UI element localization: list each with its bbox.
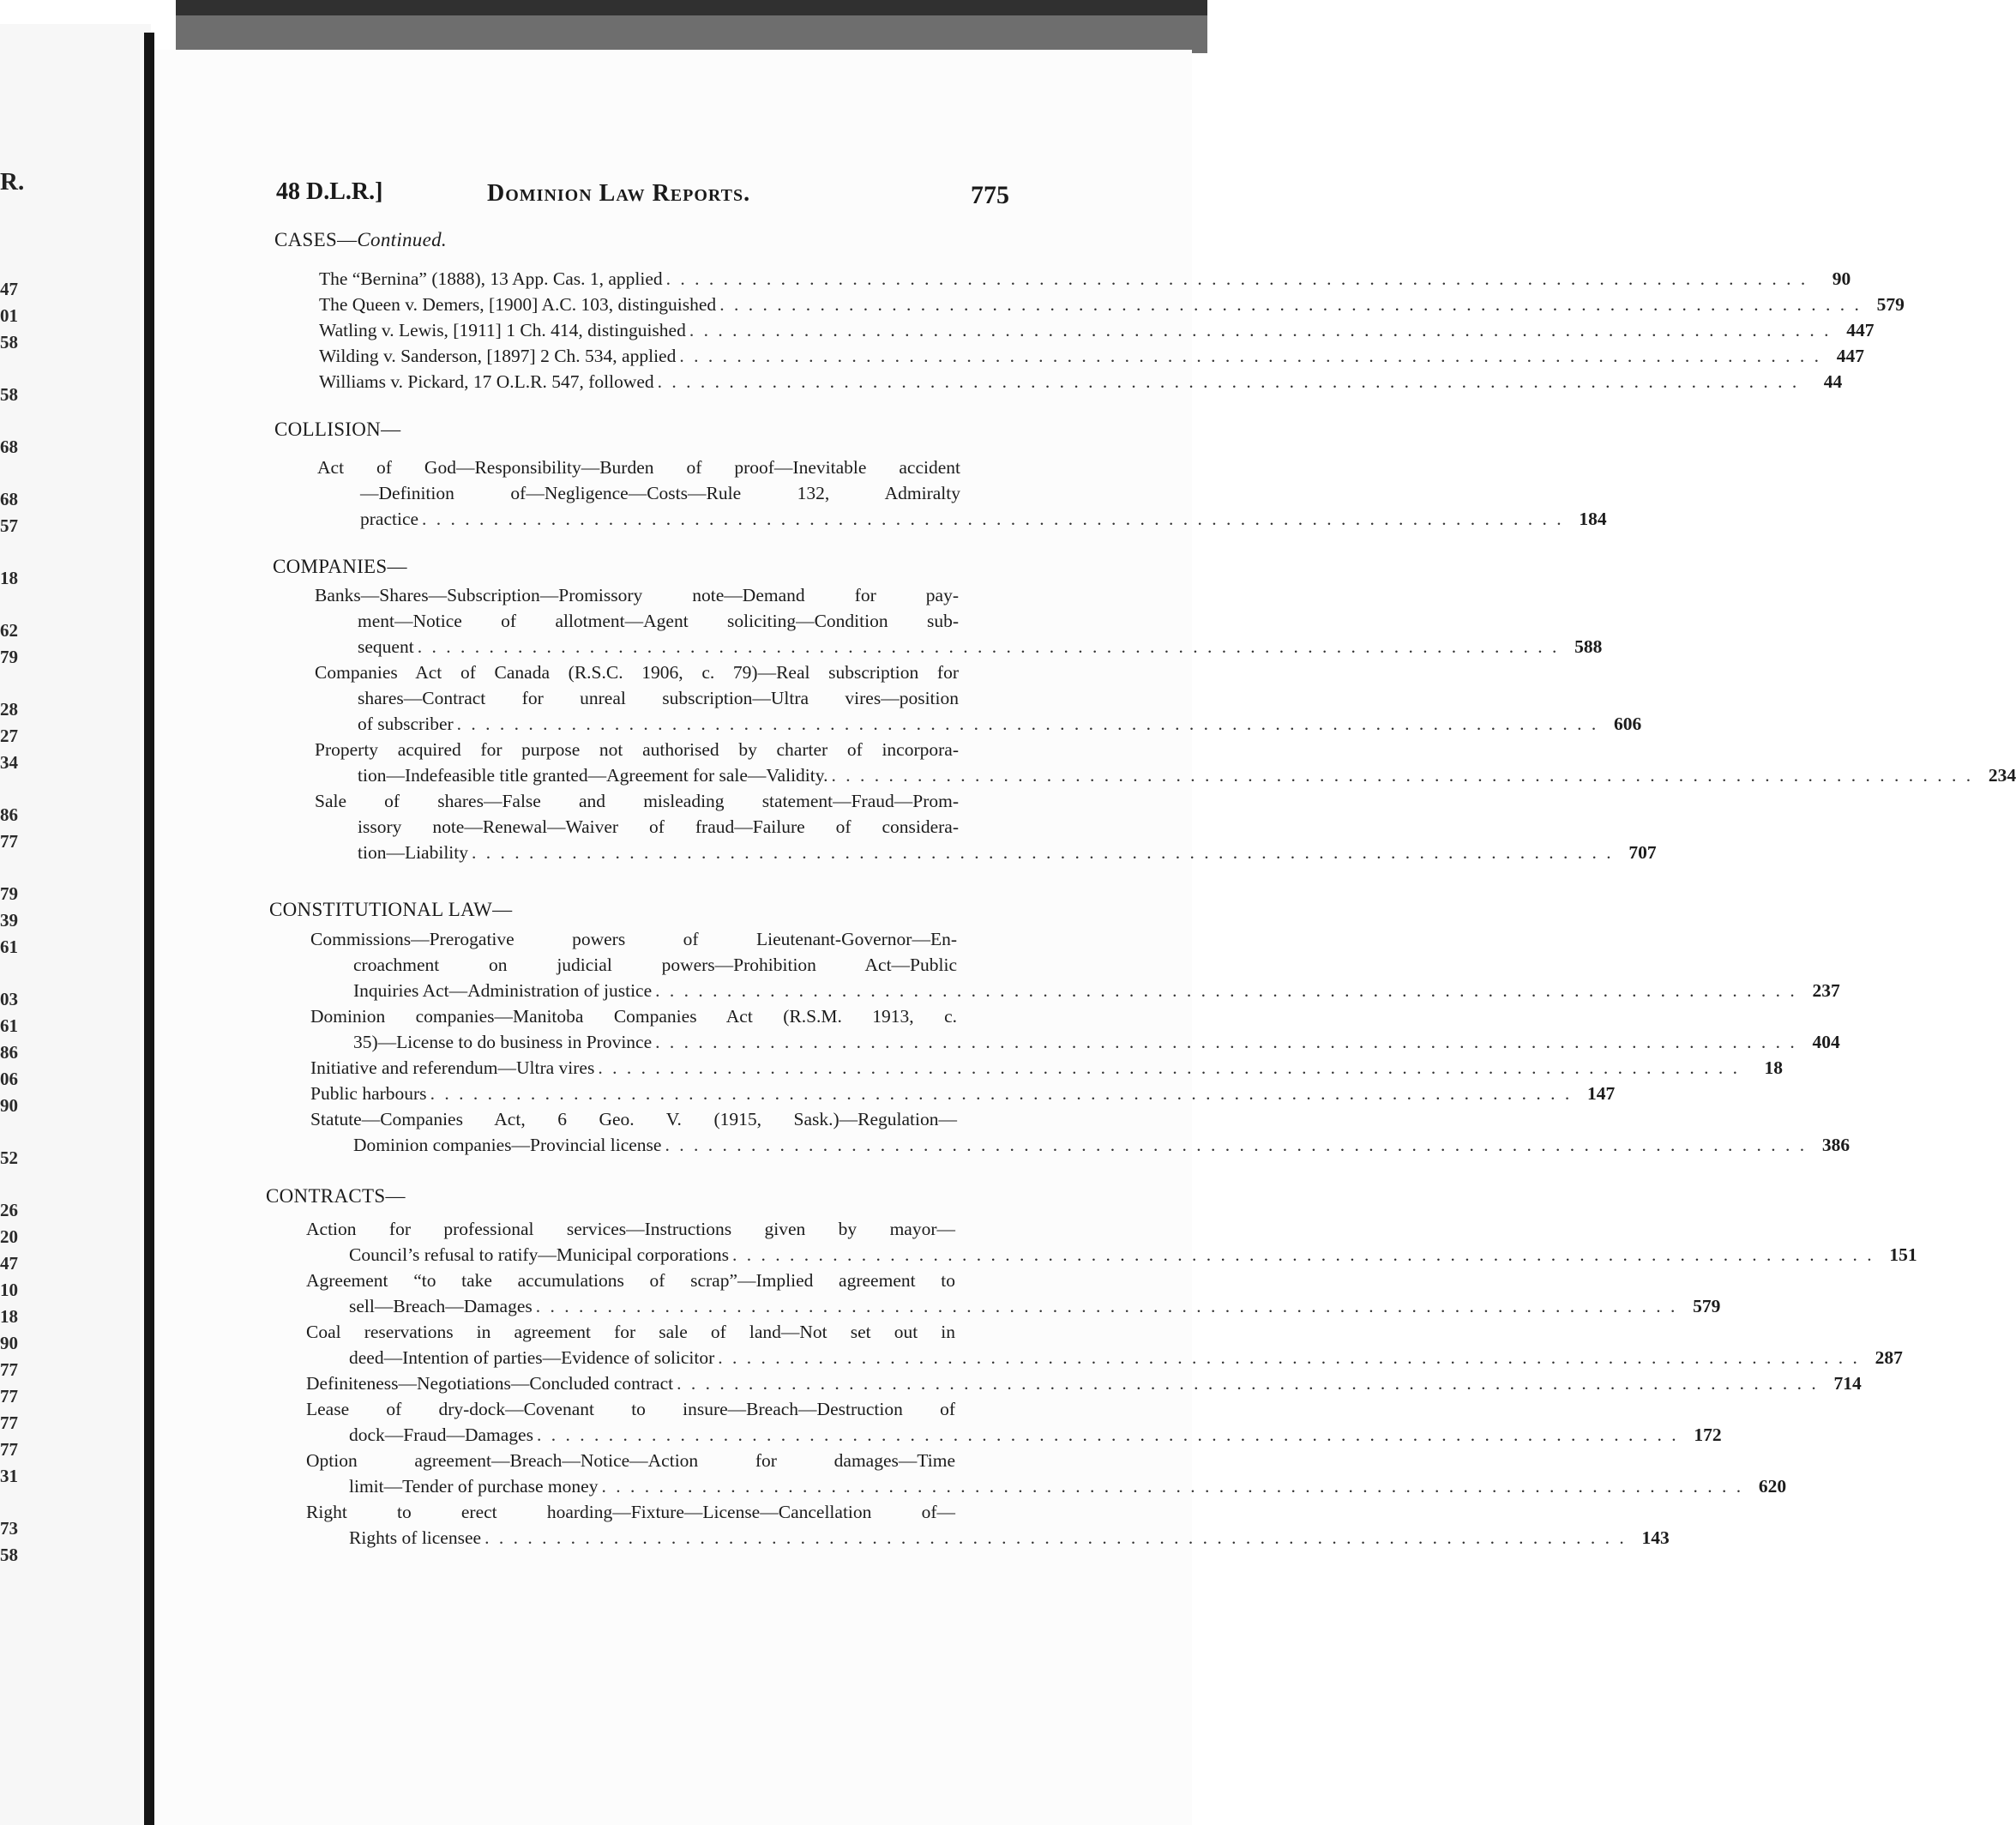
entry-text: Dominion companies—Provincial license (353, 1135, 662, 1155)
index-entry (310, 1055, 1783, 1081)
facing-page-number: 77 (0, 1386, 18, 1406)
entry-text: Rights of licensee (349, 1527, 482, 1548)
entry-page-reference: 172 (1694, 1424, 1722, 1445)
entry-line-final (306, 1473, 1787, 1499)
entry-line-final (319, 292, 1905, 317)
entry-line-final (310, 1029, 1840, 1055)
facing-page-number: 68 (0, 437, 18, 457)
entry-line: Banks—Shares—Subscription—Promissory note—Demand for pay- (315, 585, 959, 605)
entry-page-reference: 184 (1579, 509, 1607, 529)
facing-page-number: 77 (0, 1359, 18, 1380)
leader-dots: . . . . . . . . . . . . . . . . . . . . . . . . . . . . . . . . . . . . . . . . . . . . . . . . . . . . . . . . . . . . . . . . . . . . . . . . . . . . . . . . (677, 1373, 1819, 1394)
entry-page-reference: 588 (1574, 636, 1603, 657)
entry-text: of subscriber (358, 714, 454, 734)
entry-line: Commissions—Prerogative powers of Lieutenant-Governor—En- (310, 929, 957, 949)
entry-text: tion—Indefeasible title granted—Agreement for sale—Validity. (358, 765, 828, 786)
entry-text: Watling v. Lewis, [1911] 1 Ch. 414, distinguished (319, 320, 686, 340)
facing-page-number: 77 (0, 1439, 18, 1460)
entry-page-reference: 606 (1614, 714, 1642, 734)
facing-page-number: 10 (0, 1280, 18, 1300)
entry-line: Right to erect hoarding—Fixture—License—Cancellation of— (306, 1502, 955, 1522)
index-entry (310, 926, 1840, 1003)
entry-page-reference: 386 (1821, 1135, 1851, 1155)
leader-dots: . . . . . . . . . . . . . . . . . . . . . . . . . . . . . . . . . . . . . . . . . . . . . . . . . . . . . . . . . . . . . . . . . . . . . . . . . . . . . . . . (655, 1032, 1797, 1052)
entry-page-reference: 579 (1693, 1296, 1721, 1316)
entry-line-final (319, 369, 1843, 395)
section-heading-collision: COLLISION— (274, 419, 401, 440)
facing-page-number: 61 (0, 937, 18, 957)
entry-text: Council’s refusal to ratify—Municipal corporations (349, 1244, 730, 1265)
entry-text: tion—Liability (358, 842, 468, 863)
entry-line: Statute—Companies Act, 6 Geo. V. (1915, Sask.)—Regulation— (310, 1109, 957, 1129)
entry-line-final (306, 1525, 1670, 1551)
scanner-edge (176, 0, 1207, 15)
facing-page-number: 27 (0, 726, 18, 746)
entry-page-reference: 447 (1846, 320, 1875, 340)
running-head-volume: 48 D.L.R.] (276, 178, 383, 205)
facing-page-number: 06 (0, 1069, 18, 1089)
entry-line: Sale of shares—False and misleading statement—Fraud—Prom- (315, 791, 959, 811)
entry-page-reference: 147 (1586, 1083, 1616, 1104)
entry-line: ment—Notice of allotment—Agent soliciting—Condition sub- (358, 611, 959, 631)
index-entry (315, 788, 1657, 865)
section-heading-companies: COMPANIES— (273, 556, 407, 577)
entry-line: Lease of dry-dock—Covenant to insure—Breach—Destruction of (306, 1399, 955, 1419)
entry-line: Option agreement—Breach—Notice—Action for damages—Time (306, 1450, 955, 1471)
entry-line: shares—Contract for unreal subscription—Ultra vires—position (358, 688, 959, 708)
entry-text: sell—Breach—Damages (349, 1296, 533, 1316)
leader-dots: . . . . . . . . . . . . . . . . . . . . . . . . . . . . . . . . . . . . . . . . . . . . . . . . . . . . . . . . . . . . . . . . . . . . . . . . . . . . . . . . (472, 842, 1614, 863)
facing-page-header-fragment: R. (0, 168, 25, 196)
entry-line-final (306, 1293, 1721, 1319)
entry-line-final (306, 1242, 1917, 1268)
index-entry (317, 455, 1607, 532)
facing-page-number: 03 (0, 989, 18, 1009)
facing-page-number: 77 (0, 831, 18, 852)
facing-page-number: 18 (0, 1306, 18, 1327)
entry-page-reference: 90 (1832, 268, 1851, 289)
facing-page-number: 52 (0, 1147, 18, 1168)
entry-text: Wilding v. Sanderson, [1897] 2 Ch. 534, applied (319, 346, 677, 366)
facing-page-number: 79 (0, 647, 18, 667)
section-heading-contracts: CONTRACTS— (266, 1185, 406, 1207)
entry-line-final (319, 343, 1864, 369)
leader-dots: . . . . . . . . . . . . . . . . . . . . . . . . . . . . . . . . . . . . . . . . . . . . . . . . . . . . . . . . . . . . . . . . . . . . . . . . . . . . . . . . (601, 1476, 1744, 1497)
entry-page-reference: 237 (1812, 980, 1840, 1001)
leader-dots: . . . . . . . . . . . . . . . . . . . . . . . . . . . . . . . . . . . . . . . . . . . . . . . . . . . . . . . . . . . . . . . . . . . . . . . . . . . . . . . . (657, 371, 1800, 392)
entry-line-final (310, 1055, 1783, 1081)
entry-page-reference: 447 (1836, 346, 1864, 366)
entry-line-final (317, 506, 1607, 532)
leader-dots: . . . . . . . . . . . . . . . . . . . . . . . . . . . . . . . . . . . . . . . . . . . . . . . . . . . . . . . . . . . . . . . . . . . . . . . . . . . . . . . . (732, 1244, 1875, 1265)
facing-page-number: 58 (0, 384, 18, 405)
leader-dots: . . . . . . . . . . . . . . . . . . . . . . . . . . . . . . . . . . . . . . . . . . . . . . . . . . . . . . . . . . . . . . . . . . . . . . . . . . . . . . . . (598, 1057, 1740, 1078)
entry-text: deed—Intention of parties—Evidence of solicitor (349, 1347, 715, 1368)
entry-text: 35)—License to do business in Province (353, 1032, 653, 1052)
facing-page-number: 01 (0, 305, 18, 326)
entry-page-reference: 404 (1812, 1032, 1840, 1052)
leader-dots: . . . . . . . . . . . . . . . . . . . . . . . . . . . . . . . . . . . . . . . . . . . . . . . . . . . . . . . . . . . . . . . . . . . . . . . . . . . . . . . . (679, 346, 1821, 366)
index-entry (319, 343, 1864, 369)
facing-page-number: 58 (0, 332, 18, 352)
leader-dots: . . . . . . . . . . . . . . . . . . . . . . . . . . . . . . . . . . . . . . . . . . . . . . . . . . . . . . . . . . . . . . . . . . . . . . . . . . . . . . . . (655, 980, 1797, 1001)
facing-page-number: 86 (0, 1042, 18, 1063)
entry-text: sequent (358, 636, 414, 657)
entry-text: The “Bernina” (1888), 13 App. Cas. 1, applied (319, 268, 663, 289)
leader-dots: . . . . . . . . . . . . . . . . . . . . . . . . . . . . . . . . . . . . . . . . . . . . . . . . . . . . . . . . . . . . . . . . . . . . . . . . . . . . . . . . (484, 1527, 1627, 1548)
entry-page-reference: 579 (1876, 294, 1905, 315)
entry-line: Agreement “to take accumulations of scrap”—Implied agreement to (306, 1270, 955, 1291)
entry-text: Definiteness—Negotiations—Concluded contract (306, 1373, 674, 1394)
index-entry (306, 1448, 1787, 1499)
entry-text: Initiative and referendum—Ultra vires (310, 1057, 595, 1078)
entry-line: Companies Act of Canada (R.S.C. 1906, c. 79)—Real subscription for (315, 662, 959, 683)
facing-page-number: 28 (0, 699, 18, 720)
leader-dots: . . . . . . . . . . . . . . . . . . . . . . . . . . . . . . . . . . . . . . . . . . . . . . . . . . . . . . . . . . . . . . . . . . . . . . . . . . . . . . . . (417, 636, 1560, 657)
entry-page-reference: 18 (1764, 1057, 1783, 1078)
leader-dots: . . . . . . . . . . . . . . . . . . . . . . . . . . . . . . . . . . . . . . . . . . . . . . . . . . . . . . . . . . . . . . . . . . . . . . . . . . . . . . . . (430, 1083, 1573, 1104)
index-entry (306, 1216, 1917, 1268)
entry-line-final (310, 1132, 1851, 1158)
entry-line-final (315, 840, 1657, 865)
section-heading-constitutional-law: CONSTITUTIONAL LAW— (269, 899, 513, 920)
leader-dots: . . . . . . . . . . . . . . . . . . . . . . . . . . . . . . . . . . . . . . . . . . . . . . . . . . . . . . . . . . . . . . . . . . . . . . . . . . . . . . . . (719, 294, 1862, 315)
entry-line: Action for professional services—Instructions given by mayor— (306, 1219, 955, 1239)
facing-page-number: 79 (0, 883, 18, 904)
entry-line-final (310, 978, 1840, 1003)
leader-dots: . . . . . . . . . . . . . . . . . . . . . . . . . . . . . . . . . . . . . . . . . . . . . . . . . . . . . . . . . . . . . . . . . . . . . . . . . . . . . . . . (536, 1424, 1679, 1445)
index-entry (315, 737, 2016, 788)
entry-line-final (306, 1370, 1862, 1396)
leader-dots: . . . . . . . . . . . . . . . . . . . . . . . . . . . . . . . . . . . . . . . . . . . . . . . . . . . . . . . . . . . . . . . . . . . . . . . . . . . . . . . . (665, 268, 1808, 289)
section-heading-cases (274, 229, 447, 251)
index-entry (319, 369, 1843, 395)
entry-page-reference: 44 (1823, 371, 1843, 392)
index-entry (319, 292, 1905, 317)
facing-page-number: 26 (0, 1200, 18, 1220)
leader-dots: . . . . . . . . . . . . . . . . . . . . . . . . . . . . . . . . . . . . . . . . . . . . . . . . . . . . . . . . . . . . . . . . . . . . . . . . . . . . . . . . (535, 1296, 1678, 1316)
entry-text: dock—Fraud—Damages (349, 1424, 533, 1445)
entry-line: Coal reservations in agreement for sale of land—Not set out in (306, 1322, 955, 1342)
facing-page-number: 39 (0, 910, 18, 931)
index-entry (306, 1396, 1722, 1448)
facing-page-number: 20 (0, 1226, 18, 1247)
facing-page-number: 77 (0, 1412, 18, 1433)
entry-line-final (315, 762, 2016, 788)
facing-page-number: 68 (0, 489, 18, 509)
entry-page-reference: 287 (1875, 1347, 1903, 1368)
index-entry (310, 1081, 1616, 1106)
entry-page-reference: 234 (1988, 765, 2016, 786)
entry-text: Inquiries Act—Administration of justice (353, 980, 653, 1001)
entry-line-final (306, 1422, 1722, 1448)
entry-line: Property acquired for purpose not authorised by charter of incorpora- (315, 739, 959, 760)
leader-dots: . . . . . . . . . . . . . . . . . . . . . . . . . . . . . . . . . . . . . . . . . . . . . . . . . . . . . . . . . . . . . . . . . . . . . . . . . . . . . . . . (665, 1135, 1808, 1155)
entry-line-final (319, 317, 1875, 343)
entry-text: The Queen v. Demers, [1900] A.C. 103, distinguished (319, 294, 717, 315)
entry-line-final (310, 1081, 1616, 1106)
index-entry (310, 1106, 1851, 1158)
index-entry (306, 1370, 1862, 1396)
facing-page-number: 57 (0, 515, 18, 536)
entry-text: Public harbours (310, 1083, 427, 1104)
entry-text: limit—Tender of purchase money (349, 1476, 599, 1497)
entry-page-reference: 714 (1833, 1373, 1862, 1394)
facing-page-number: 34 (0, 752, 18, 773)
entry-page-reference: 143 (1641, 1527, 1670, 1548)
entry-line: Act of God—Responsibility—Burden of proof—Inevitable accident (317, 457, 960, 478)
section-heading-text: CASES— (274, 229, 358, 250)
entry-page-reference: 151 (1889, 1244, 1917, 1265)
entry-page-reference: 620 (1758, 1476, 1787, 1497)
leader-dots: . . . . . . . . . . . . . . . . . . . . . . . . . . . . . . . . . . . . . . . . . . . . . . . . . . . . . . . . . . . . . . . . . . . . . . . . . . . . . . . . (422, 509, 1564, 529)
page-number: 775 (971, 181, 1009, 209)
facing-page-number: 47 (0, 279, 18, 299)
entry-line-final (319, 266, 1851, 292)
leader-dots: . . . . . . . . . . . . . . . . . . . . . . . . . . . . . . . . . . . . . . . . . . . . . . . . . . . . . . . . . . . . . . . . . . . . . . . . . . . . . . . . (456, 714, 1599, 734)
index-entry (306, 1319, 1903, 1370)
facing-page-edge (0, 24, 151, 1825)
facing-page-number: 90 (0, 1333, 18, 1353)
entry-line-final (315, 634, 1603, 660)
index-entry (315, 582, 1603, 660)
entry-line: croachment on judicial powers—Prohibition Act—Public (353, 955, 957, 975)
facing-page-number: 18 (0, 568, 18, 588)
facing-page-number: 86 (0, 804, 18, 825)
entry-line: —Definition of—Negligence—Costs—Rule 132, Admiralty (360, 483, 960, 503)
entry-page-reference: 707 (1628, 842, 1657, 863)
index-entry (306, 1268, 1721, 1319)
facing-page-number: 62 (0, 620, 18, 641)
facing-page-number: 73 (0, 1518, 18, 1539)
book-binding-gutter (144, 33, 154, 1825)
entry-line: Dominion companies—Manitoba Companies Act (R.S.M. 1913, c. (310, 1006, 957, 1027)
facing-page-number: 61 (0, 1015, 18, 1036)
running-head-title: Dominion Law Reports. (487, 180, 751, 207)
facing-page-number: 47 (0, 1253, 18, 1274)
index-entry (319, 266, 1851, 292)
entry-text: practice (360, 509, 419, 529)
entry-line-final (306, 1345, 1903, 1370)
entry-text: Williams v. Pickard, 17 O.L.R. 547, followed (319, 371, 654, 392)
index-entry (310, 1003, 1840, 1055)
leader-dots: . . . . . . . . . . . . . . . . . . . . . . . . . . . . . . . . . . . . . . . . . . . . . . . . . . . . . . . . . . . . . . . . . . . . . . . . . . . . . . . . (689, 320, 1832, 340)
index-entry (306, 1499, 1670, 1551)
entry-line-final (315, 711, 1642, 737)
facing-page-number: 58 (0, 1545, 18, 1565)
leader-dots: . . . . . . . . . . . . . . . . . . . . . . . . . . . . . . . . . . . . . . . . . . . . . . . . . . . . . . . . . . . . . . . . . . . . . . . . . . . . . . . . (718, 1347, 1860, 1368)
entry-line: issory note—Renewal—Waiver of fraud—Failure of considera- (358, 816, 959, 837)
facing-page-number: 90 (0, 1095, 18, 1116)
section-continued-label: Continued. (357, 229, 447, 250)
leader-dots: . . . . . . . . . . . . . . . . . . . . . . . . . . . . . . . . . . . . . . . . . . . . . . . . . . . . . . . . . . . . . . . . . . . . . . . . . . . . . . . . (831, 765, 1974, 786)
facing-page-number: 31 (0, 1466, 18, 1486)
index-entry (315, 660, 1642, 737)
index-entry (319, 317, 1875, 343)
